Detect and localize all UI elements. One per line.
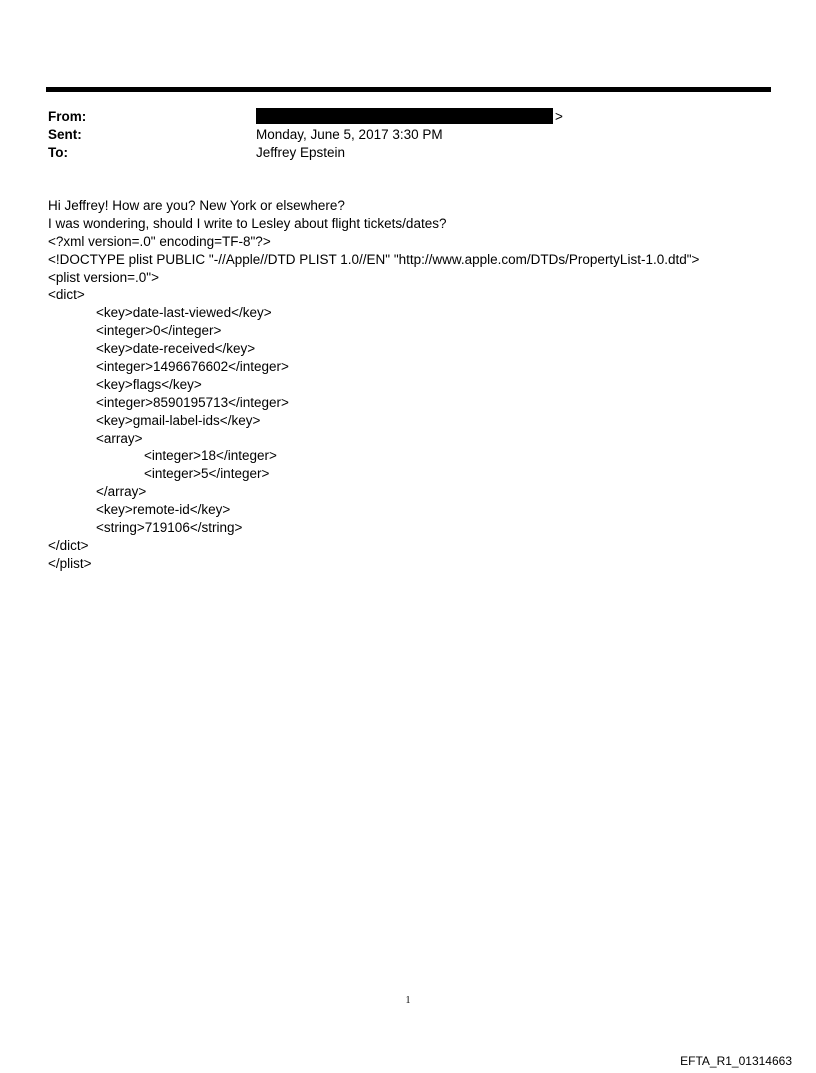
body-line: <?xml version=.0" encoding=TF-8"?> [48, 233, 271, 249]
from-value [256, 108, 563, 126]
sent-value: Monday, June 5, 2017 3:30 PM [256, 127, 443, 142]
body-line: <key>flags</key> [96, 376, 202, 392]
from-row [48, 108, 748, 126]
body-line: <integer>0</integer> [96, 323, 222, 339]
header-divider [46, 87, 771, 92]
body-line: <key>gmail-label-ids</key> [96, 412, 261, 428]
to-row [48, 144, 748, 162]
body-line: Hi Jeffrey! How are you? New York or elsewhere? [48, 198, 345, 213]
body-line: <key>remote-id</key> [96, 502, 231, 518]
document-id: EFTA_R1_01314663 [680, 1054, 792, 1068]
email-header [48, 108, 748, 162]
body-line: <integer>5</integer> [144, 466, 270, 482]
body-line: <string>719106</string> [96, 520, 243, 536]
from-label: From: [48, 109, 87, 124]
body-line: <dict> [48, 287, 85, 303]
body-line: </array> [96, 484, 147, 500]
body-line: <array> [96, 430, 143, 446]
from-value-tail: > [555, 109, 563, 124]
body-line: <key>date-received</key> [96, 341, 256, 357]
body-line: <!DOCTYPE plist PUBLIC "-//Apple//DTD PLIST 1.0//EN" "http://www.apple.com/DTDs/PropertyList-1.0.dtd"> [48, 251, 700, 267]
body-line: <key>date-last-viewed</key> [96, 305, 272, 321]
body-line: <integer>18</integer> [144, 448, 277, 464]
body-line: I was wondering, should I write to Lesley about flight tickets/dates? [48, 215, 447, 231]
email-body [48, 197, 788, 573]
page-number: 1 [405, 995, 411, 1006]
to-label: To: [48, 145, 68, 160]
to-value: Jeffrey Epstein [256, 145, 346, 160]
sent-row [48, 126, 748, 144]
body-line: <integer>8590195713</integer> [96, 394, 289, 410]
body-line: </plist> [48, 555, 92, 571]
body-line: <integer>1496676602</integer> [96, 359, 289, 375]
body-line: <plist version=.0"> [48, 269, 159, 285]
body-line: </dict> [48, 537, 89, 553]
sent-label: Sent: [48, 127, 82, 142]
redaction-block [256, 108, 553, 124]
